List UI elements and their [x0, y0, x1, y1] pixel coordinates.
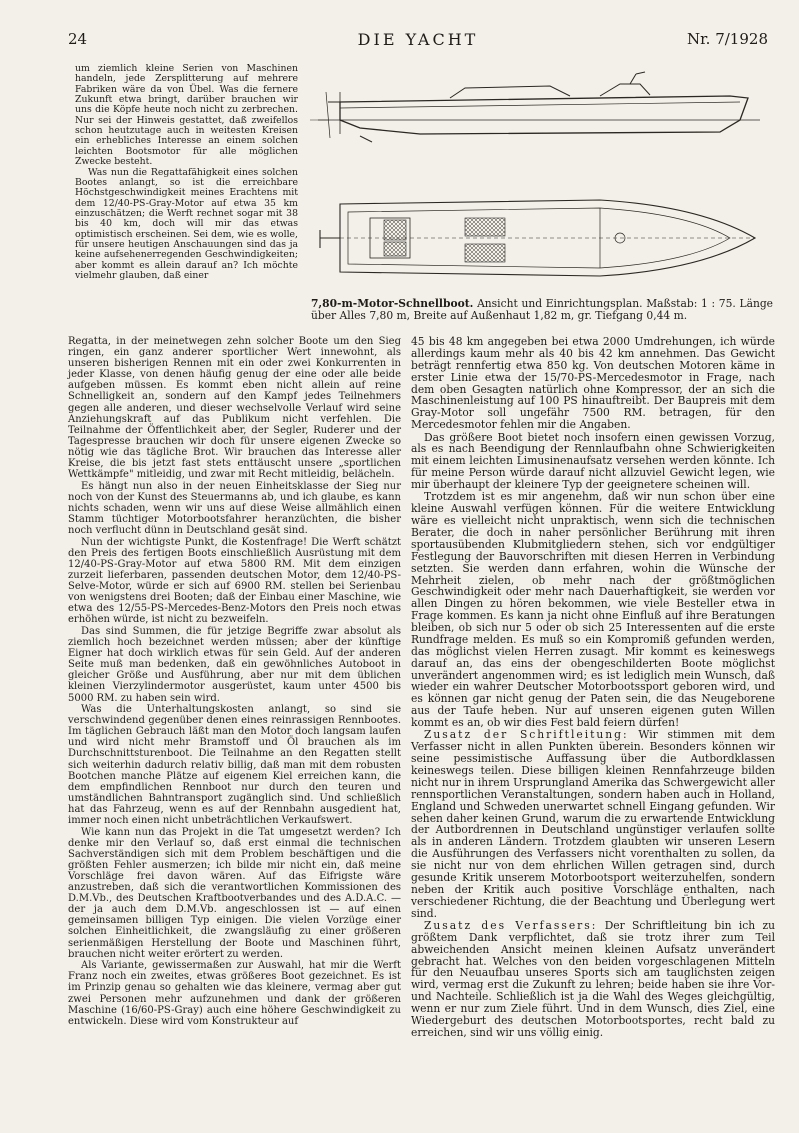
paragraph: Wie kann nun das Projekt in die Tat umgesetzt werden? Ich denke mir den Verlauf so, daß erst einmal die technischen Sachverständigen sich mit dem Problem beschäftigen und die größten Fehler ausmerzen; ich bilde mir nicht ein, daß meine Vorschläge frei davon wären. Auf das Eifrigste wäre anzustreben, daß sich die verantwortlichen Kommissionen des D.M.Vb., des Deutschen Kraftbootverbandes und des A.D.A.C. — der ja auch dem D.M.Vb. angeschlossen ist — auf einen gemeinsamen billigen Typ einigen. Die vielen Vorzüge einer solchen Einheitlichkeit, die zwangsläufig zu einer größeren serienmäßigen Herstellung der Boote und Maschinen führt, brauchen nicht weiter erörtert zu werden.: [68, 826, 401, 960]
text-column-lower-left: [68, 336, 401, 1027]
paragraph: Nun der wichtigste Punkt, die Kostenfrage! Die Werft schätzt den Preis des fertigen Boots einschließlich Ausrüstung mit dem 12/40-PS-Gray-Motor auf etwa 5800 RM. Mit dem einzigen zurzeit lieferbaren, passenden deutschen Motor, dem 12/40-PS-Selve-Motor, würde er sich auf 6900 RM. stellen bei Serienbau von wenigstens drei Booten; daß der Einbau einer Maschine, wie etwa des 12/55-PS-Mercedes-Benz-Motors den Preis noch etwas erhöhen würde, ist nicht zu bezweifeln.: [68, 536, 401, 626]
figure-caption: [311, 298, 773, 322]
paragraph: Als Variante, gewissermaßen zur Auswahl, hat mir die Werft Franz noch ein zweites, etwas größeres Boot gezeichnet. Es ist im Prinzip genau so gehalten wie das kleinere, vermag aber gut zwei Personen mehr aufzunehmen und dank der größeren Maschine (16/60-PS-Gray) auch eine höhere Geschwindigkeit zu entwickeln. Diese wird vom Konstrukteur auf: [68, 960, 401, 1027]
author-note: [411, 920, 775, 1039]
paragraph: Regatta, in der meinetwegen zehn solcher Boote um den Sieg ringen, ein ganz anderer sportlicher Wert innewohnt, als unseren bisherigen Rennen mit ein oder zwei Konkurrenten in jeder Klasse, von denen häufig genug der eine oder alle beide aufgeben müssen. Es kommt eben nicht allein auf reine Schnelligkeit an, sondern auf den Kampf jedes Teilnehmers gegen alle anderen, und dieser wechselvolle Verlauf wird seine Anziehungskraft auf das Publikum nicht verfehlen. Die Teilnahme der Öffentlichkeit aber, der Segler, Ruderer und der Tagespresse brauchen wir doch für unsere eigenen Zwecke so nötig wie das tägliche Brot. Wir brauchen das Interesse aller Kreise, die bis jetzt fast stets enttäuscht unsere „sportlichen Wettkämpfe" mitleidig, und zwar mit Recht mitleidig, belächeln.: [68, 336, 401, 481]
caption-body: Ansicht und Einrichtungsplan. Maßstab: 1 : 75. Länge über Alles 7,80 m, Breite auf Außenhaut 1,82 m, gr. Tiefgang 0,44 m.: [311, 297, 773, 322]
author-note-label: Zusatz des Verfassers:: [424, 918, 598, 932]
editor-note: [411, 729, 775, 919]
paragraph: Das größere Boot bietet noch insofern einen gewissen Vorzug, als es nach Beendigung der Rennlaufbahn ohne Schwierigkeiten mit einem leichten Limusinenaufsatz versehen werden könnte. Ich für meine Person würde darauf nicht allzuviel Gewicht legen, wie mir überhaupt der kleinere Typ der geeignetere scheinen will.: [411, 430, 775, 491]
magazine-title: DIE YACHT: [357, 30, 479, 49]
paragraph: um ziemlich kleine Serien von Maschinen handeln, jede Zersplitterung auf mehrere Fabriken wäre da von Übel. Was die fernere Zukunft etwa bringt, darüber brauchen wir uns die Köpfe heute noch nicht zu zerbrechen. Nur sei der Hinweis gestattet, daß zweifellos schon heutzutage auch in weitesten Kreisen ein erhebliches Interesse an einem solchen leichten Bootsmotor für alle möglichen Zwecke besteht.: [75, 63, 298, 167]
caption-text: [311, 298, 773, 322]
boat-side-view-drawing: [300, 62, 770, 150]
paragraph: Das sind Summen, die für jetzige Begriffe zwar absolut als ziemlich hoch bezeichnet werden müssen; aber der künftige Eigner hat doch wirklich etwas für sein Geld. Auf der anderen Seite muß man bedenken, daß ein gewöhnliches Autoboot in gleicher Größe und Ausführung, aber nur mit dem üblichen kleinen Vierzylindermotor ausgerüstet, kaum unter 4500 bis 5000 RM. zu haben sein wird.: [68, 625, 401, 704]
text-column-right: [411, 336, 775, 1039]
editor-note-label: Zusatz der Schriftleitung:: [424, 728, 629, 742]
paragraph: Was nun die Regattafähigkeit eines solchen Bootes anlangt, so ist die erreichbare Höchstgeschwindigkeit meines Erachtens mit dem 12/40-PS-Gray-Motor auf etwa 35 km einzuschätzen; die Werft rechnet sogar mit 38 bis 40 km, doch will mir das etwas optimistisch erscheinen. Sei dem, wie es wolle, für unsere heutigen Anschauungen sind das ja keine aufsehenerregenden Geschwindigkeiten; aber kommt es allein darauf an? Ich möchte vielmehr glauben, daß einer: [75, 166, 298, 282]
author-note-text: Der Schriftleitung bin ich zu größtem Dank verpflichtet, daß sie trotz ihrer zum Teil abweichenden Ansicht meinen kleinen Aufsatz unverändert gebracht hat. Welches von den beiden vorgeschlagenen Mitteln für den Neuaufbau unseres Sports sich am tauglichsten zeigen wird, vermag erst die Zukunft zu lehren; beide haben sie ihre Vor- und Nachteile. Schließlich ist ja die Wahl des Weges gleichgültig, wenn er nur zum Ziele führt. Und in dem Wunsch, dies Ziel, eine Wiedergeburt des deutschen Motorbootsportes, recht bald zu erreichen, sind wir uns völlig einig.: [411, 918, 775, 1039]
paragraph: Was die Unterhaltungskosten anlangt, so sind sie verschwindend gegenüber denen eines reinrassigen Rennbootes. Im täglichen Gebrauch läßt man den Motor doch langsam laufen und wird nicht mehr Bramstoff und Öl brauchen als im Durchschnittsturenboot. Die Teilnahme an den Regatten stellt sich weiterhin dadurch relativ billig, daß man mit dem robusten Bootchen manche Plätze auf eigenem Kiel erreichen kann, die dem empfindlichen Rennboot nur durch den teuren und umständlichen Bahntransport zugänglich sind. Und schließlich hat das Fahrzeug, wenn es auf der Rennbahn ausgedient hat, immer noch einen nicht unbeträchtlichen Verkaufswert.: [68, 704, 401, 827]
paragraph: 45 bis 48 km angegeben bei etwa 2000 Umdrehungen, ich würde allerdings kaum mehr als 40 bis 42 km annehmen. Das Gewicht beträgt rennfertig etwa 850 kg. Von deutschen Motoren käme in erster Linie etwa der 15/70-PS-Mercedesmotor in Frage, nach dem oben Gesagten natürlich ohne Kompressor, der an sich die Maschinenleistung auf 100 PS hinauftreibt. Der Baupreis mit dem Gray-Motor soll ungefähr 7500 RM. betragen, für den Mercedesmotor fehlen mir die Angaben.: [411, 335, 775, 432]
paragraph: Trotzdem ist es mir angenehm, daß wir nun schon über eine kleine Auswahl verfügen können. Für die weitere Entwicklung wäre es vielleicht nicht unpraktisch, wenn sich die technischen Berater, die doch in naher persönlicher Berührung mit ihren sportausübenden Klubmitgliedern stehen, sich vor endgültiger Festlegung der Bauvorschriften mit diesen Herren in Verbindung setzten. Sie werden dann erfahren, wohin die Wünsche der Mehrheit zielen, ob mehr nach der größtmöglichen Geschwindigkeit oder mehr nach Dauerhaftigkeit, sie werden vor allen Dingen zu hören bekommen, wie viele Besteller etwa in Frage kommen. Es kann ja nicht ohne Einfluß auf ihre Beratungen bleiben, ob sich nur 5 oder ob sich 25 Interessenten auf die erste Rundfrage melden. Es muß so ein Kompromiß gefunden werden, das möglichst vielen Herren zusagt. Mir kommt es keineswegs darauf an, das eins der obengeschilderten Boote möglichst unverändert angenommen wird; es ist lediglich mein Wunsch, daß wieder ein wahrer Deutscher Motorbootssport geboren wird, und es können gar nicht genug der Paten sein, die das Neugeborene aus der Taufe heben. Nur auf unseren eigenen guten Willen kommt es an, ob wir dies Fest bald feiern dürfen!: [411, 490, 775, 729]
boat-plan-view-drawing: [300, 192, 770, 284]
caption-title: 7,80-m-Motor-Schnellboot.: [311, 297, 474, 310]
paragraph: Es hängt nun also in der neuen Einheitsklasse der Sieg nur noch von der Kunst des Steuermanns ab, und ich glaube, es kann nichts schaden, wenn wir uns auf diese Weise allmählich einen Stamm tüchtiger Motorbootsfahrer heranzüchten, die bisher noch verflucht dünn in Deutschland gesät sind.: [68, 480, 401, 537]
page-number: 24: [68, 30, 88, 48]
issue-number: Nr. 7/1928: [687, 30, 768, 48]
page-header: [68, 30, 768, 52]
editor-note-text: Wir stimmen mit dem Verfasser nicht in allen Punkten überein. Besonders können wir seine pessimistische Auffassung über die Autbordklassen keineswegs teilen. Diese billigen kleinen Rennfahrzeuge bilden nicht nur in ihrem Ursprungland Amerika das Schwergewicht aller rennsportlichen Veranstaltungen, sondern haben auch in Holland, England und Schweden unerwartet schnell Eingang gefunden. Wir sehen daher keinen Grund, warum die zu erwartende Entwicklung der Autbordrennen in Deutschland ungünstiger verlaufen sollte als in anderen Ländern. Trotzdem glaubten wir unseren Lesern die Ausführungen des Verfassers nicht vorenthalten zu sollen, da sie nicht nur von dem ehrlichen Willen getragen sind, durch gesunde Kritik unserem Motorbootsport weiterzuhelfen, sondern neben der Kritik auch positive Vorschläge enthalten, nach verschiedener Richtung, die der Beachtung und Überlegung wert sind.: [411, 728, 775, 920]
text-column-top-left: [75, 64, 298, 281]
